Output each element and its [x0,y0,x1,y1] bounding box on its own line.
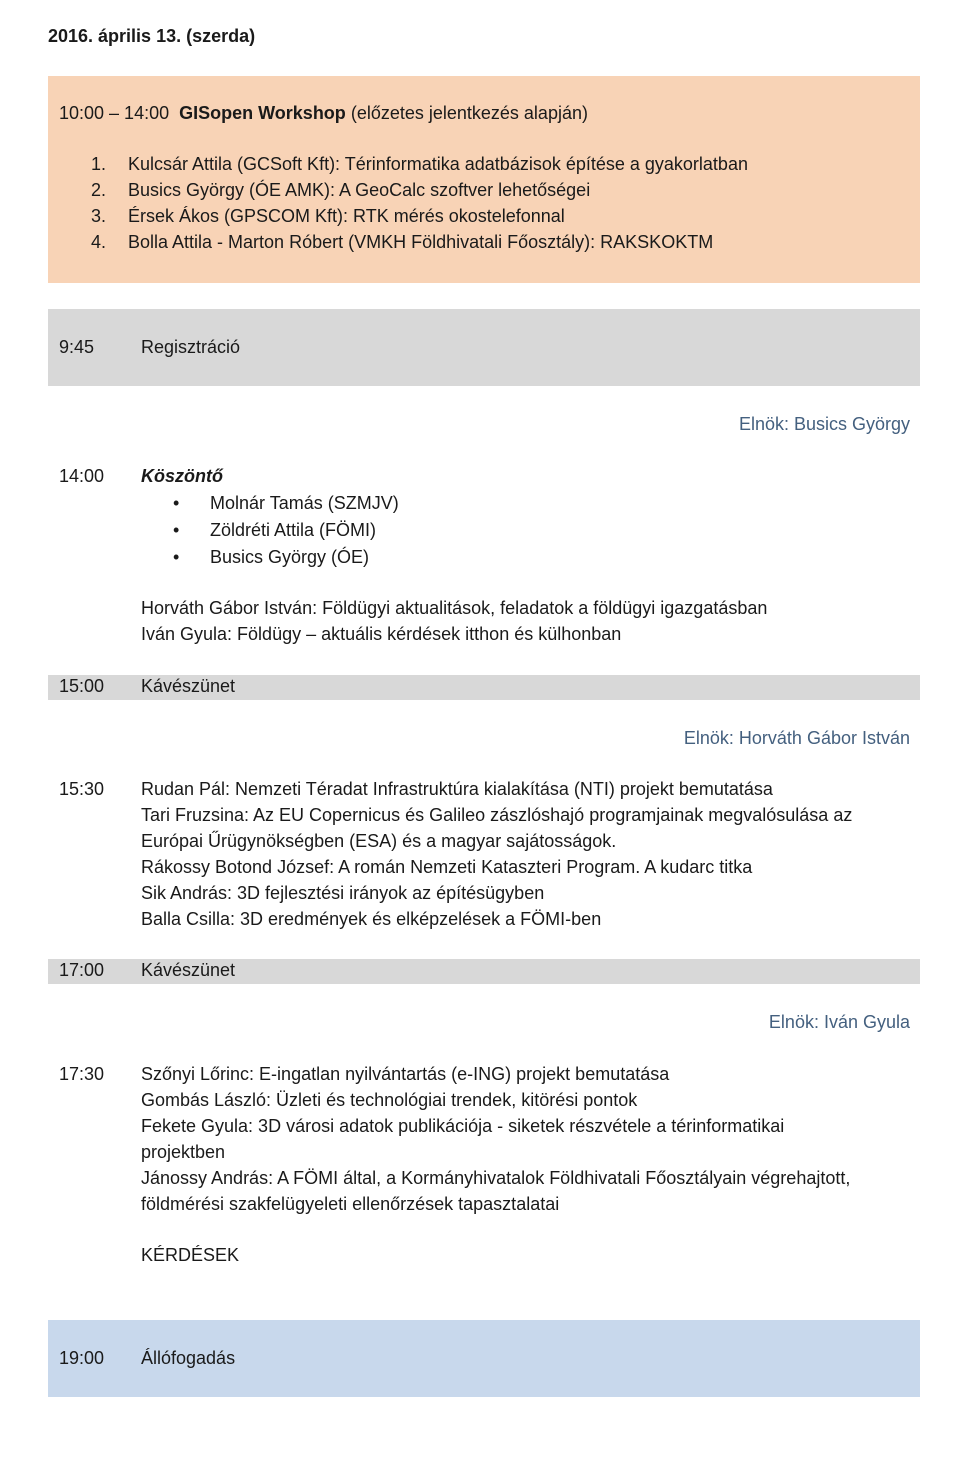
session3-time: 17:30 [59,1064,105,1084]
reception-title: Állófogadás [141,1348,236,1368]
workshop-time: 10:00 – 14:00 [59,103,170,123]
bullet-icon: • [173,547,180,567]
talk-item: Iván Gyula: Földügy – aktuális kérdések itthon és külhonban [141,624,622,644]
talk-item-continued: földmérési szakfelügyeleti ellenőrzések tapasztalatai [141,1194,560,1214]
talk-item: Rákossy Botond József: A román Nemzeti Kataszteri Program. A kudarc titka [141,857,753,877]
talk-item: Horváth Gábor István: Földügyi aktualitások, feladatok a földügyi igazgatásban [141,598,768,618]
talk-item: Jánossy András: A FÖMI által, a Kormányhivatalok Földhivatali Főosztályain végrehajtott, [141,1168,851,1188]
session2-chair: Elnök: Horváth Gábor István [683,728,910,748]
registration-time: 9:45 [59,337,95,357]
session1-time: 14:00 [59,466,105,486]
bullet-icon: • [173,493,180,513]
registration-title: Regisztráció [141,337,241,357]
workshop-note: (előzetes jelentkezés alapján) [350,103,588,123]
greeter-name: Zöldréti Attila (FÖMI) [210,520,377,540]
bullet-icon: • [173,520,180,540]
item-number: 1. [91,154,107,174]
talk-item: Fekete Gyula: 3D városi adatok publikációja - siketek részvétele a térinformatikai [141,1116,785,1136]
talk-item: Rudan Pál: Nemzeti Téradat Infrastruktúra kialakítása (NTI) projekt bemutatása [141,779,773,799]
talk-item: Tari Fruzsina: Az EU Copernicus és Galileo zászlóshajó programjainak megvalósulása az [141,805,853,825]
workshop-title: GISopen Workshop [179,103,346,123]
item-text: Busics György (ÓE AMK): A GeoCalc szoftver lehetőségei [128,180,591,200]
session1-chair: Elnök: Busics György [738,414,910,434]
talk-item: Szőnyi Lőrinc: E-ingatlan nyilvántartás (e-ING) projekt bemutatása [141,1064,670,1084]
talk-item: Gombás László: Üzleti és technológiai trendek, kitörési pontok [141,1090,638,1110]
break2-time: 17:00 [59,960,105,980]
workshop-block [48,76,920,283]
break2-title: Kávészünet [141,960,236,980]
session3-chair: Elnök: Iván Gyula [768,1012,910,1032]
item-text: Kulcsár Attila (GCSoft Kft): Térinformatika adatbázisok építése a gyakorlatban [128,154,748,174]
item-number: 2. [91,180,107,200]
date-heading: 2016. április 13. (szerda) [48,26,256,46]
break1-time: 15:00 [59,676,105,696]
greeter-name: Busics György (ÓE) [210,547,370,567]
item-text: Érsek Ákos (GPSCOM Kft): RTK mérés okostelefonnal [128,206,565,226]
break1-block [48,675,920,700]
talk-item: Balla Csilla: 3D eredmények és elképzelések a FÖMI-ben [141,909,602,929]
talk-item-continued: projektben [141,1142,226,1162]
questions-label: KÉRDÉSEK [141,1245,240,1265]
talk-item-continued: Európai Űrügynökségben (ESA) és a magyar sajátosságok. [141,831,617,851]
reception-block [48,1320,920,1397]
registration-block [48,309,920,386]
item-text: Bolla Attila - Marton Róbert (VMKH Földhivatali Főosztály): RAKSKOKTM [128,232,714,252]
reception-time: 19:00 [59,1348,105,1368]
break2-block [48,959,920,984]
session2-time: 15:30 [59,779,105,799]
greeter-name: Molnár Tamás (SZMJV) [210,493,399,513]
talk-item: Sik András: 3D fejlesztési irányok az építésügyben [141,883,545,903]
break1-title: Kávészünet [141,676,236,696]
session1-title: Köszöntő [141,466,223,486]
item-number: 4. [91,232,107,252]
item-number: 3. [91,206,107,226]
workshop-header [59,103,588,124]
